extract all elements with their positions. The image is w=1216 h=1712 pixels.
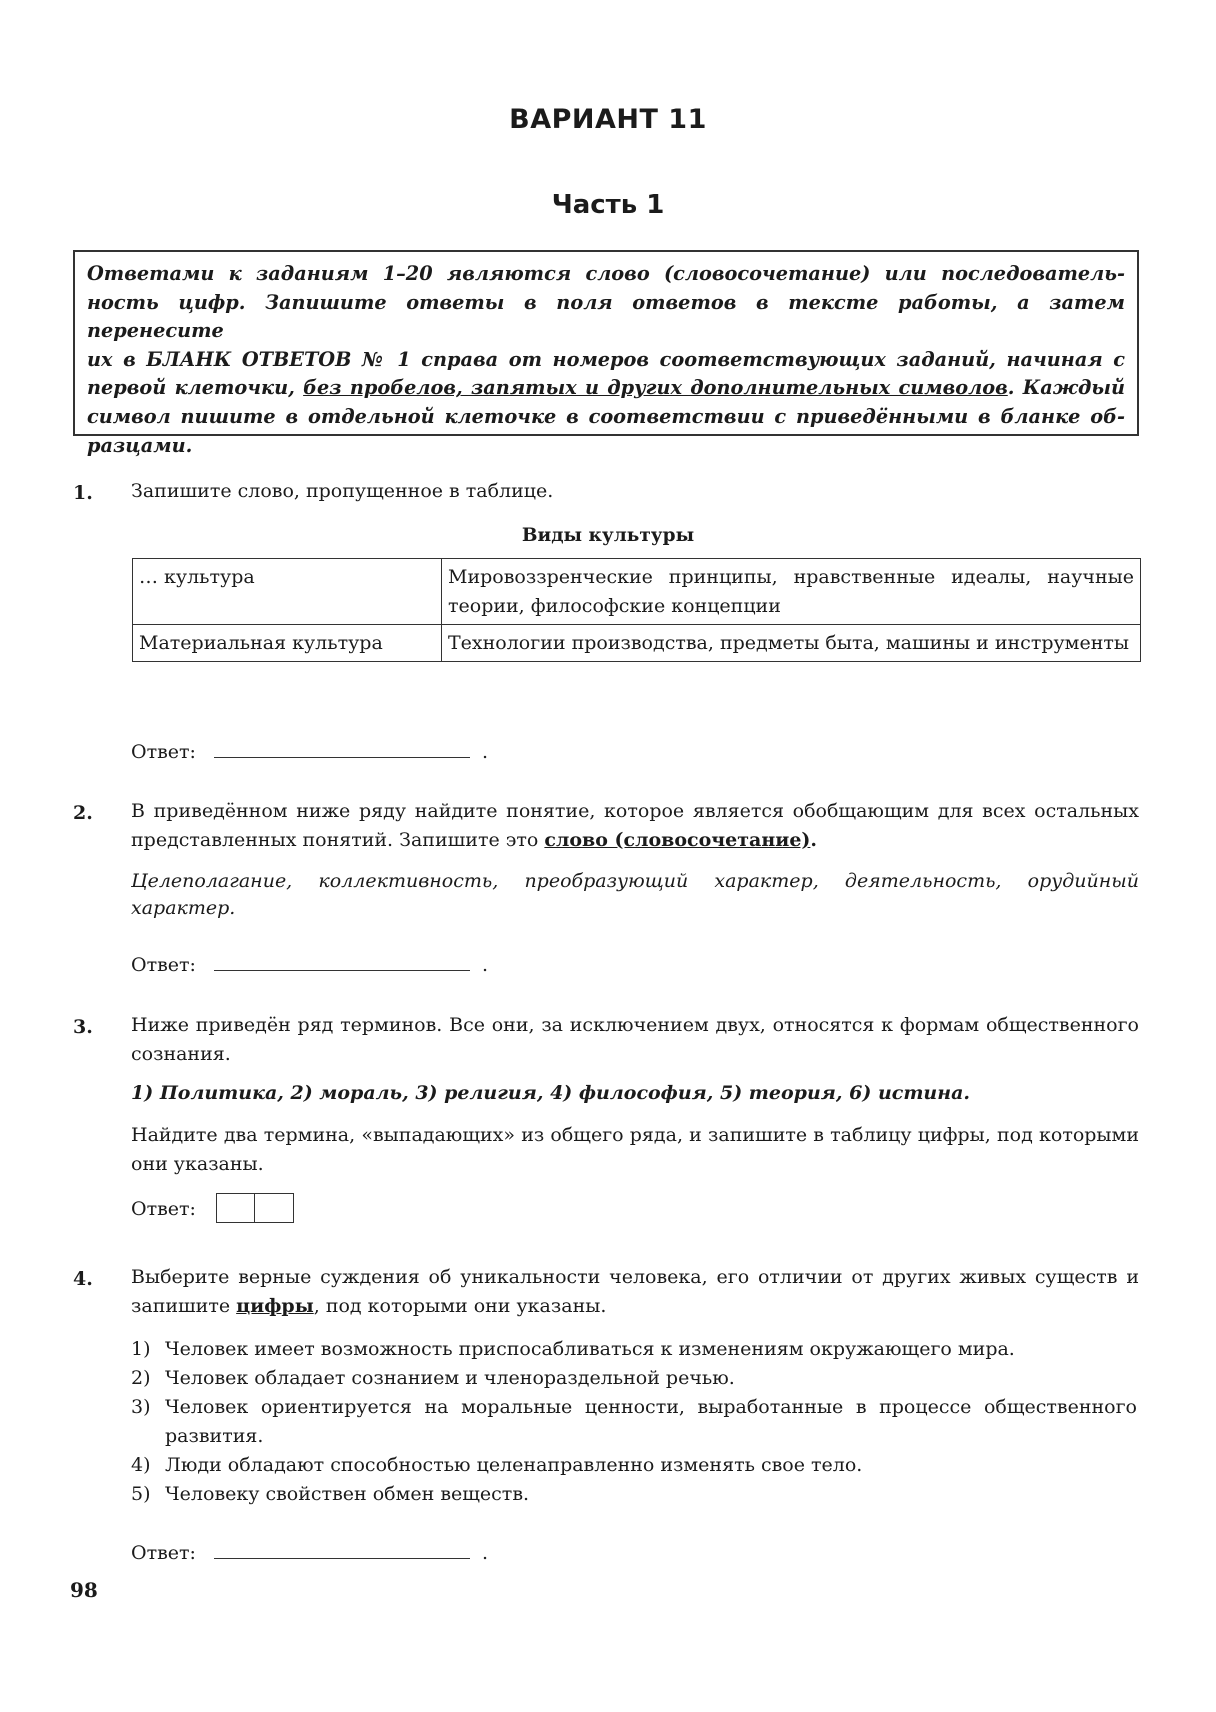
variant-title: ВАРИАНТ 11 <box>509 104 707 135</box>
answer-line[interactable] <box>214 737 470 758</box>
instructions-text: . Каждый <box>1007 376 1126 400</box>
option-text: Человек обладает сознанием и членораздельной речью. <box>165 1367 735 1389</box>
option-text: Люди обладают способностью целенаправленно изменять свое тело. <box>165 1454 863 1476</box>
instructions-line: символ пишите в отдельной клеточке в соответствии с приведёнными в бланке об- <box>87 404 1125 428</box>
question-number: 2. <box>73 802 93 824</box>
part-title: Часть 1 <box>551 190 665 220</box>
option-item <box>131 1364 1139 1393</box>
answer-label: Ответ: <box>131 1542 196 1564</box>
question-text-part: , под которыми они указаны. <box>313 1295 607 1317</box>
answer-field <box>131 950 488 976</box>
answer-label: Ответ: <box>131 1198 196 1220</box>
answer-field <box>131 1538 488 1564</box>
instructions-box <box>73 250 1139 457</box>
question-text: Запишите слово, пропущенное в таблице. <box>131 480 554 502</box>
option-number: 5) <box>131 1483 151 1505</box>
option-number: 1) <box>131 1338 151 1360</box>
question-number: 1. <box>73 482 93 504</box>
table-cell: Мировоззренческие принципы, нравственные идеалы, научные теории, философские концепции <box>442 559 1141 625</box>
question-text <box>131 797 1139 855</box>
instructions-line: ность цифр. Запишите ответы в поля ответов в тексте работы, а затем перенесите <box>87 290 1125 343</box>
instructions-line: Ответами к заданиям 1–20 являются слово (словосочетание) или последователь- <box>87 262 1125 285</box>
question-underlined: цифры <box>236 1295 314 1317</box>
table-cell: Технологии производства, предметы быта, машины и инструменты <box>442 625 1141 662</box>
culture-table <box>132 558 1141 662</box>
option-item <box>131 1393 1139 1451</box>
question-text-part: Выберите верные суждения об уникальности человека, его отличии от других живых существ и запишите <box>131 1266 1139 1317</box>
option-text: Человек имеет возможность приспосабливаться к изменениям окружающего мира. <box>165 1338 1015 1360</box>
answer-label: Ответ: <box>131 954 196 976</box>
question-underlined: слово (словосочетание) <box>544 829 811 851</box>
table-row <box>133 625 1141 662</box>
option-item <box>131 1335 1139 1364</box>
concept-list: Целеполагание, коллективность, преобразующий характер, деятельность, орудийный <box>131 870 1139 892</box>
question-task: Найдите два термина, «выпадающих» из общего ряда, и запишите в таблицу цифры, под которыми они указаны. <box>131 1124 1139 1175</box>
question-text <box>131 1263 1139 1321</box>
option-number: 3) <box>131 1396 151 1418</box>
option-text: Человеку свойствен обмен веществ. <box>165 1483 530 1505</box>
concept-list: характер. <box>131 897 236 919</box>
answer-dot: . <box>481 1542 488 1564</box>
table-caption: Виды культуры <box>521 525 695 546</box>
instructions-text: первой клеточки, <box>87 376 304 400</box>
instructions-line: разцами. <box>87 433 193 457</box>
table-cell: … культура <box>133 559 442 625</box>
option-item <box>131 1451 1139 1480</box>
instructions-line: их в БЛАНК ОТВЕТОВ № 1 справа от номеров соответствующих заданий, начиная с <box>87 347 1125 371</box>
terms-list: 1) Политика, 2) мораль, 3) религия, 4) философия, 5) теория, 6) истина. <box>131 1082 971 1104</box>
answer-boxes <box>216 1193 294 1223</box>
answer-box[interactable] <box>255 1193 294 1223</box>
question-number: 3. <box>73 1016 93 1038</box>
answer-field <box>131 1195 294 1225</box>
option-text: Человек ориентируется на моральные ценности, выработанные в процессе общественного развития. <box>165 1396 1137 1447</box>
option-number: 2) <box>131 1367 151 1389</box>
page-number: 98 <box>70 1578 98 1602</box>
table-cell: Материальная культура <box>133 625 442 662</box>
answer-dot: . <box>481 954 488 976</box>
answer-field <box>131 737 488 763</box>
instructions-line <box>87 374 1125 403</box>
answer-box[interactable] <box>216 1193 255 1223</box>
option-number: 4) <box>131 1454 151 1476</box>
answer-label: Ответ: <box>131 741 196 763</box>
question-text-part: . <box>810 829 818 851</box>
table-row <box>133 559 1141 625</box>
question-text-part: В приведённом ниже ряду найдите понятие, которое является обобщающим для всех остальных представленных понятий. Запишите это <box>131 800 1139 851</box>
instructions-underlined: без пробелов, запятых и других дополнительных символов <box>303 376 1008 400</box>
option-item <box>131 1480 1139 1509</box>
question-number: 4. <box>73 1268 93 1290</box>
question-text: Ниже приведён ряд терминов. Все они, за исключением двух, относятся к формам общественного сознания. <box>131 1014 1139 1065</box>
answer-line[interactable] <box>214 1538 470 1559</box>
answer-line[interactable] <box>214 950 470 971</box>
answer-dot: . <box>481 741 488 763</box>
